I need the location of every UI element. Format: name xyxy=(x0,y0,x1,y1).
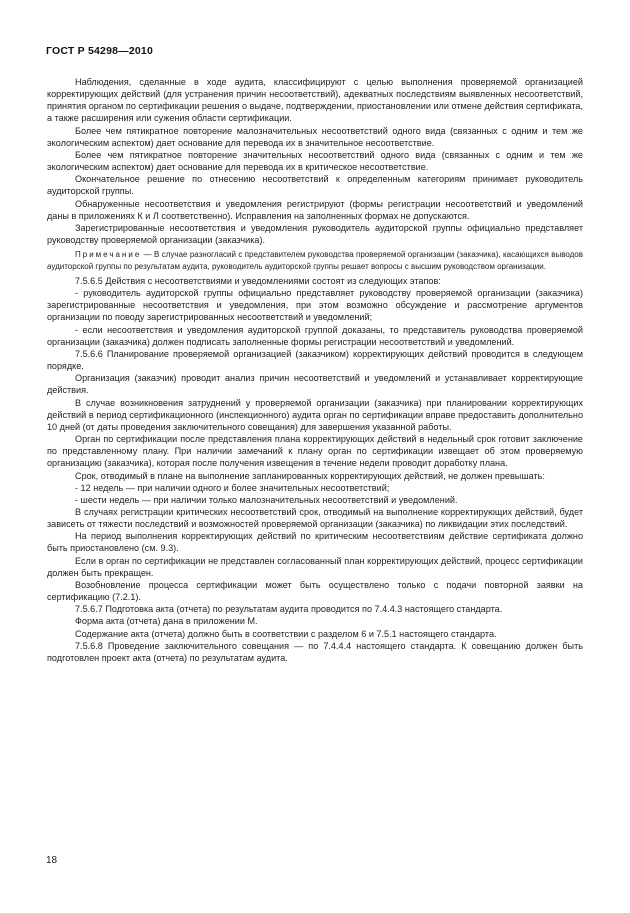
paragraph: 7.5.6.6 Планирование проверяемой организацией (заказчиком) корректирующих действий проводится в следующем порядке. xyxy=(47,348,583,372)
page-number: 18 xyxy=(46,855,58,866)
paragraph: Более чем пятикратное повторение значительных несоответствий одного вида (связанных с одним и тем же экологическим аспектом) дает основание для перевода их в критическое несоответствие. xyxy=(47,149,583,173)
paragraph: В случае возникновения затруднений у проверяемой организации (заказчика) при планировании корректирующих действий в период сертификационного (инспекционного) аудита орган по сертификации вправе предоставить дополнительно 10 дней (от даты проведения заключительного совещания) для завершения указанной работы. xyxy=(47,397,583,432)
list-item: - 12 недель — при наличии одного и более значительных несоответствий; xyxy=(75,482,390,493)
paragraph: Срок, отводимый в плане на выполнение запланированных корректирующих действий, не должен превышать: xyxy=(75,470,545,481)
document-body xyxy=(47,76,583,664)
note-text: — В случае разногласий с представителем руководства проверяемой организации (заказчика), касающихся выводов аудиторской группы по результатам аудита, руководитель аудиторской группы решает вопросы с высшим руководством организации. xyxy=(47,250,583,271)
paragraph: Орган по сертификации после представления плана корректирующих действий в недельный срок готовит заключение по представленному плану. При наличии замечаний к плану орган по сертификации извещает об этом проверяемую организацию (заказчика), которая после получения извещения в течение недели проводит доработку плана. xyxy=(47,434,583,469)
paragraph: Зарегистрированные несоответствия и уведомления руководитель аудиторской группы официально представляет руководству проверяемой организации (заказчика). xyxy=(47,222,583,246)
paragraph: Содержание акта (отчета) должно быть в соответствии с разделом 6 и 7.5.1 настоящего стандарта. xyxy=(75,628,497,639)
page-header: ГОСТ Р 54298—2010 xyxy=(46,45,154,57)
paragraph: Организация (заказчик) проводит анализ причин несоответствий и уведомлений и устанавливает корректирующие действия. xyxy=(47,373,583,396)
list-item: - руководитель аудиторской группы официально представляет руководству проверяемой организации (заказчика) зарегистрированные несоответствия и уведомления, при этом возможно обсуждение и рассмотрение аргументов организации по поводу зарегистрированных несоответствий и уведомлений; xyxy=(47,288,583,323)
paragraph: Если в орган по сертификации не представлен согласованный план корректирующих действий, процесс сертификации должен быть прекращен. xyxy=(47,555,583,578)
paragraph: 7.5.6.8 Проведение заключительного совещания — по 7.4.4.4 настоящего стандарта. К совещанию должен быть подготовлен проект акта (отчета) по результатам аудита. xyxy=(47,640,583,663)
paragraph: Обнаруженные несоответствия и уведомления регистрируют (формы регистрации несоответствий и уведомлений даны в приложениях К и Л соответственно). Исправления на заполненных формах не допускаются. xyxy=(47,198,583,221)
paragraph: На период выполнения корректирующих действий по критическим несоответствиям действие сертификата должно быть приостановлено (см. 9.3). xyxy=(47,531,583,554)
list-item: - если несоответствия и уведомления аудиторской группой доказаны, то представитель руководства проверяемой организации (заказчика) должен подписать заполненные формы регистрации несоответствий и уведомлений. xyxy=(47,324,583,347)
note-label: Примечание xyxy=(75,250,142,260)
list-item: - шести недель — при наличии только малозначительных несоответствий и уведомлений. xyxy=(75,494,458,505)
paragraph: Возобновление процесса сертификации может быть осуществлено только с подачи повторной заявки на сертификацию (7.2.1). xyxy=(47,579,583,603)
paragraph: Форма акта (отчета) дана в приложении М. xyxy=(75,616,258,627)
paragraph: Более чем пятикратное повторение малозначительных несоответствий одного вида (связанных с одним и тем же экологическим аспектом) дает основание для перевода их в значительное несоответствие. xyxy=(47,125,583,148)
paragraph: 7.5.6.5 Действия с несоответствиями и уведомлениями состоят из следующих этапов: xyxy=(75,276,441,286)
paragraph: В случаях регистрации критических несоответствий срок, отводимый на выполнение корректирующих действий, будет зависеть от тяжести последствий и возможностей проверяемой организации (заказчика) по ликвидации этих последствий. xyxy=(47,506,583,530)
paragraph: Наблюдения, сделанные в ходе аудита, классифицируют с целью выполнения проверяемой организацией корректирующих действий (для устранения причин несоответствий), адекватных последствиям выявленных несоответствий, принятия органом по сертификации решения о выдаче, подтверждении, приостановлении или отмене действия сертификата, а также расширения или сужения области сертификации. xyxy=(47,77,583,124)
note xyxy=(47,249,583,272)
paragraph: 7.5.6.7 Подготовка акта (отчета) по результатам аудита проводится по 7.4.4.3 настоящего стандарта. xyxy=(75,604,503,615)
paragraph: Окончательное решение по отнесению несоответствий к определенным категориям принимает руководитель аудиторской группы. xyxy=(47,174,583,197)
